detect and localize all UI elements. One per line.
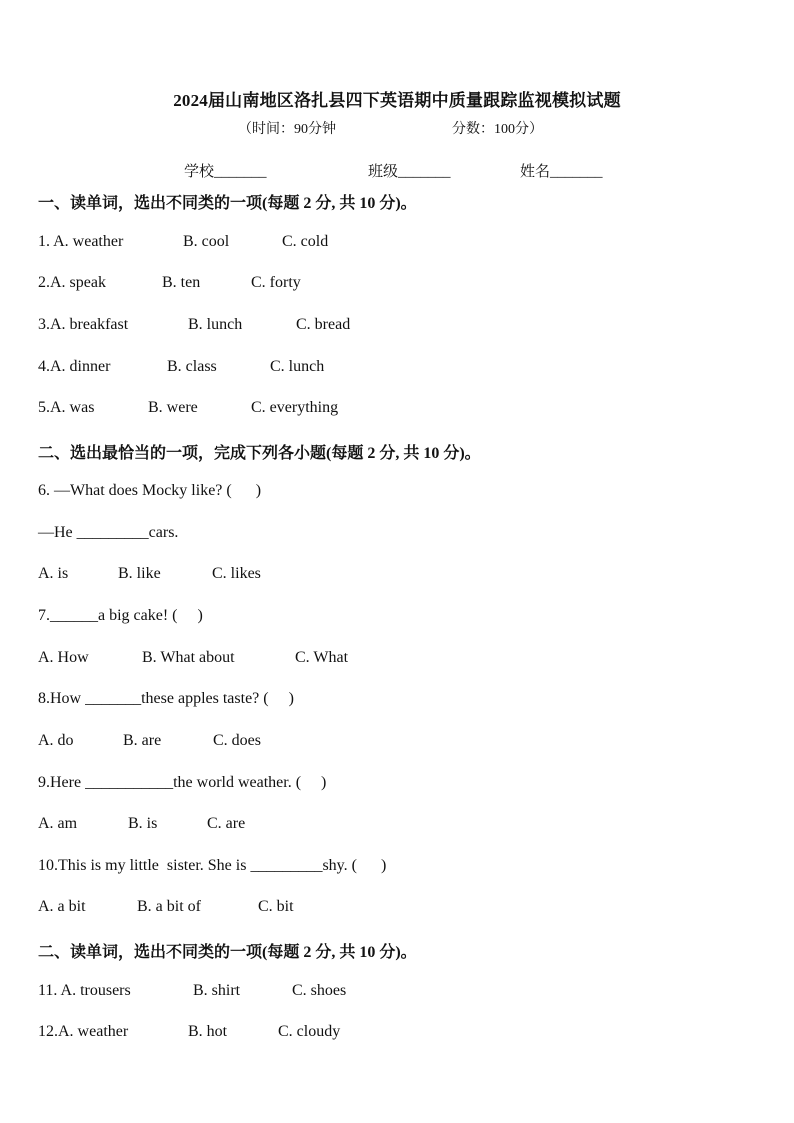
q10-option-b: B. a bit of [137, 898, 201, 915]
q10-option-c: C. bit [258, 898, 294, 915]
q6-question: 6. —What does Mocky like? ( ) [38, 482, 262, 499]
q11-option-b: B. shirt [193, 982, 241, 999]
q3-option-b: B. lunch [188, 316, 243, 333]
name-field: 姓名_______ [520, 164, 603, 180]
q5-option-a: 5.A. was [38, 399, 95, 416]
q1-option-c: C. cold [282, 233, 329, 250]
q8-option-a: A. do [38, 732, 74, 749]
q5-option-b: B. were [148, 399, 198, 416]
q7-option-c: C. What [295, 649, 349, 666]
q5-option-c: C. everything [251, 399, 339, 416]
q6-option-a: A. is [38, 565, 69, 582]
q7-question: 7.______a big cake! ( ) [38, 607, 203, 624]
class-field: 班级_______ [368, 164, 451, 180]
q2-option-a: 2.A. speak [38, 274, 106, 291]
section-heading-2: 二、选出最恰当的一项，完成下列各小题(每题 2 分, 共 10 分)。 [38, 445, 481, 462]
q7-option-b: B. What about [142, 649, 235, 666]
q10-question: 10.This is my little sister. She is _________shy. ( ) [38, 857, 387, 874]
q6-option-c: C. likes [212, 565, 261, 582]
q9-option-b: B. is [128, 815, 158, 832]
q8-option-b: B. are [123, 732, 162, 749]
exam-time: （时间：90分钟 [238, 122, 336, 137]
q11-option-a: 11. A. trousers [38, 982, 131, 999]
q2-option-b: B. ten [162, 274, 201, 291]
section-heading-1: 一、读单词，选出不同类的一项(每题 2 分, 共 10 分)。 [38, 195, 417, 212]
q4-option-a: 4.A. dinner [38, 358, 111, 375]
q12-option-b: B. hot [188, 1023, 228, 1040]
q9-option-c: C. are [207, 815, 246, 832]
q6-option-b: B. like [118, 565, 161, 582]
q8-option-c: C. does [213, 732, 261, 749]
q3-option-a: 3.A. breakfast [38, 316, 129, 333]
q1-option-b: B. cool [183, 233, 230, 250]
q1-option-a: 1. A. weather [38, 233, 124, 250]
q7-option-a: A. How [38, 649, 89, 666]
exam-title: 2024届山南地区洛扎县四下英语期中质量跟踪监视模拟试题 [173, 91, 621, 110]
q9-question: 9.Here ___________the world weather. ( ) [38, 774, 327, 791]
q2-option-c: C. forty [251, 274, 301, 291]
q12-option-c: C. cloudy [278, 1023, 341, 1040]
q3-option-c: C. bread [296, 316, 351, 333]
q8-question: 8.How _______these apples taste? ( ) [38, 690, 294, 707]
q11-option-c: C. shoes [292, 982, 347, 999]
q6-answer-line: —He _________cars. [38, 524, 179, 541]
q9-option-a: A. am [38, 815, 78, 832]
q4-option-b: B. class [167, 358, 217, 375]
q4-option-c: C. lunch [270, 358, 325, 375]
section-heading-3: 二、读单词，选出不同类的一项(每题 2 分, 共 10 分)。 [38, 944, 417, 961]
q10-option-a: A. a bit [38, 898, 86, 915]
school-field: 学校_______ [184, 164, 267, 180]
q12-option-a: 12.A. weather [38, 1023, 129, 1040]
exam-score: 分数：100分） [452, 122, 543, 137]
